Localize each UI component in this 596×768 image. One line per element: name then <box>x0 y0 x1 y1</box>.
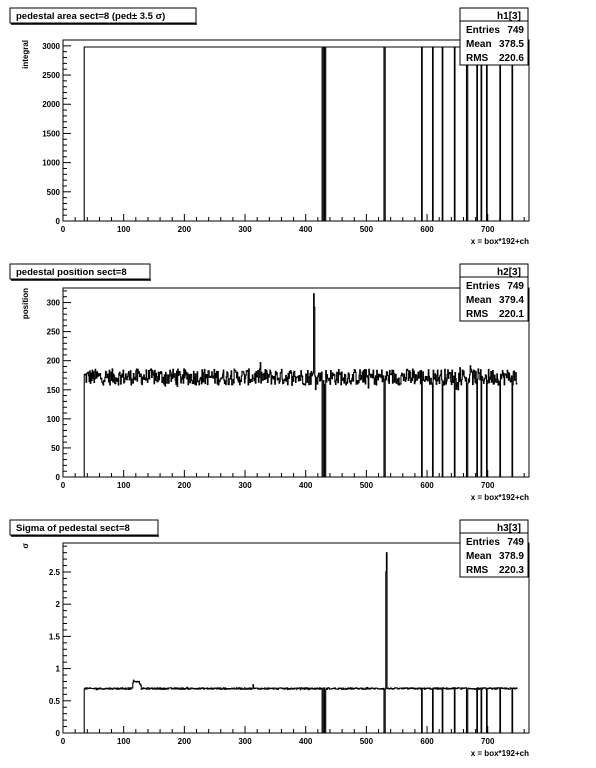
y-tick-label: 0 <box>55 217 60 226</box>
stats-label-mean: Mean <box>466 551 492 562</box>
y-tick-label: 0 <box>55 473 60 482</box>
y-tick-label: 150 <box>46 385 60 395</box>
x-tick-label: 300 <box>238 481 252 490</box>
histogram-line <box>63 294 517 477</box>
stats-label-entries: Entries <box>466 281 500 292</box>
y-tick-label: 200 <box>46 356 60 366</box>
x-tick-label: 0 <box>60 481 66 490</box>
stats-value-rms: 220.3 <box>498 565 524 576</box>
y-tick-label: 2.5 <box>48 567 60 577</box>
histogram-line <box>63 553 517 733</box>
stats-box <box>460 8 528 65</box>
x-tick-label: 400 <box>299 737 313 746</box>
x-tick-label: 100 <box>116 481 131 490</box>
x-tick-label: 500 <box>359 481 374 490</box>
x-tick-label: 100 <box>116 225 131 234</box>
stats-label-rms: RMS <box>466 309 489 320</box>
x-tick-label: 400 <box>299 225 313 234</box>
stats-label-entries: Entries <box>466 537 500 548</box>
x-axis-label: x = box*192+ch <box>470 493 529 502</box>
stats-value-entries: 749 <box>507 537 524 548</box>
histogram-line <box>63 47 517 221</box>
stats-label-mean: Mean <box>466 295 492 306</box>
y-tick-label: 2 <box>55 600 60 610</box>
x-tick-label: 400 <box>299 481 313 490</box>
stats-value-mean: 379.4 <box>498 295 524 306</box>
y-axis-label: integral <box>21 40 30 69</box>
stats-box <box>460 264 528 321</box>
x-tick-label: 700 <box>481 481 495 490</box>
y-tick-label: 100 <box>46 414 60 424</box>
x-tick-label: 200 <box>177 225 192 234</box>
y-axis-label: position <box>21 288 30 320</box>
x-tick-label: 500 <box>359 225 374 234</box>
stats-label-entries: Entries <box>466 25 500 36</box>
x-tick-label: 0 <box>60 737 66 746</box>
x-tick-label: 500 <box>359 737 374 746</box>
y-tick-label: 250 <box>46 327 60 337</box>
x-tick-label: 600 <box>420 737 434 746</box>
y-tick-label: 1 <box>55 664 60 674</box>
stats-box <box>460 520 528 577</box>
histogram-panel-h1 <box>10 8 529 246</box>
stats-value-entries: 749 <box>507 281 524 292</box>
y-tick-label: 1500 <box>42 129 60 139</box>
stats-name: h3[3] <box>497 523 521 534</box>
x-tick-label: 300 <box>238 225 252 234</box>
stats-value-entries: 749 <box>507 25 524 36</box>
x-tick-label: 600 <box>420 481 434 490</box>
stats-label-rms: RMS <box>466 565 489 576</box>
x-tick-label: 200 <box>177 737 192 746</box>
x-tick-label: 300 <box>238 737 252 746</box>
stats-value-rms: 220.1 <box>498 309 524 320</box>
y-tick-label: 500 <box>46 187 60 197</box>
plot-frame <box>63 543 529 733</box>
stats-name: h2[3] <box>497 267 521 278</box>
y-tick-label: 1000 <box>42 158 60 168</box>
x-axis-label: x = box*192+ch <box>470 749 529 758</box>
chart-title: pedestal position sect=8 <box>16 267 127 278</box>
stats-value-mean: 378.5 <box>498 39 524 50</box>
y-tick-label: 1.5 <box>48 632 60 642</box>
x-tick-label: 600 <box>420 225 434 234</box>
stats-value-mean: 378.9 <box>498 551 524 562</box>
y-tick-label: 300 <box>46 298 60 308</box>
chart-title: Sigma of pedestal sect=8 <box>16 523 130 534</box>
x-tick-label: 100 <box>116 737 131 746</box>
y-tick-label: 0.5 <box>48 696 60 706</box>
histogram-panel-h2 <box>10 264 529 502</box>
y-tick-label: 50 <box>51 443 60 453</box>
y-axis-label: σ <box>21 543 30 549</box>
x-tick-label: 700 <box>481 737 495 746</box>
y-tick-label: 2500 <box>42 71 60 81</box>
histogram-panel-h3 <box>10 520 529 758</box>
plot-frame <box>63 40 529 221</box>
x-tick-label: 200 <box>177 481 192 490</box>
y-tick-label: 0 <box>55 729 60 738</box>
stats-name: h1[3] <box>497 11 521 22</box>
y-tick-label: 3000 <box>42 41 60 51</box>
stats-label-rms: RMS <box>466 53 489 64</box>
x-tick-label: 700 <box>481 225 495 234</box>
stats-label-mean: Mean <box>466 39 492 50</box>
x-axis-label: x = box*192+ch <box>470 237 529 246</box>
y-tick-label: 2000 <box>42 100 60 110</box>
stats-value-rms: 220.6 <box>498 53 524 64</box>
chart-title: pedestal area sect=8 (ped± 3.5 σ) <box>16 11 166 22</box>
x-tick-label: 0 <box>60 225 66 234</box>
